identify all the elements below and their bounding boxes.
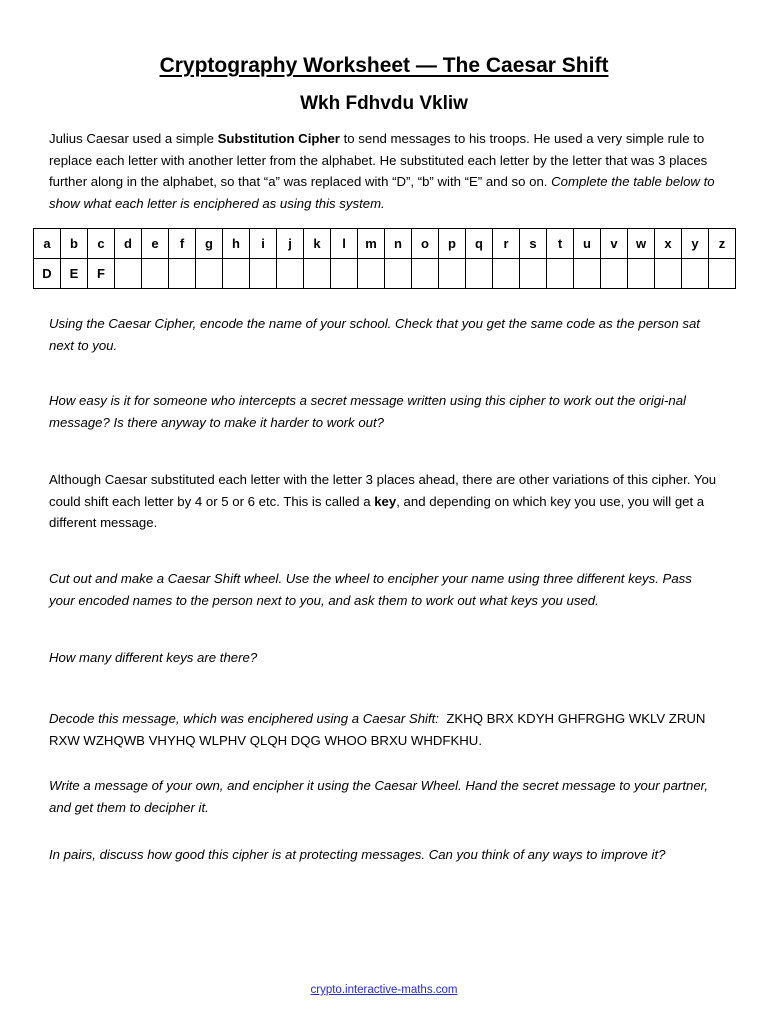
plain-letter-cell: o (412, 229, 439, 259)
plain-letter-cell: t (547, 229, 574, 259)
plain-letter-cell: x (655, 229, 682, 259)
plain-letter-cell: f (169, 229, 196, 259)
plain-letter-cell: h (223, 229, 250, 259)
cipher-letter-cell[interactable] (196, 259, 223, 289)
cipher-letter-cell[interactable] (385, 259, 412, 289)
cipher-letter-cell[interactable] (601, 259, 628, 289)
cipher-letter-cell[interactable] (358, 259, 385, 289)
question-discuss: In pairs, discuss how good this cipher is at protecting messages. Can you think of any ways to improve it? (49, 847, 666, 862)
cipher-letter-cell[interactable] (277, 259, 304, 289)
cipher-row (34, 259, 736, 289)
cipher-letter-cell[interactable] (115, 259, 142, 289)
cipher-letter-cell[interactable] (682, 259, 709, 289)
cipher-letter-cell[interactable] (142, 259, 169, 289)
cipher-letter-cell[interactable]: F (88, 259, 115, 289)
cipher-letter-cell[interactable] (493, 259, 520, 289)
cipher-letter-cell[interactable]: D (34, 259, 61, 289)
cipher-letter-cell[interactable] (574, 259, 601, 289)
question-intercept: How easy is it for someone who intercepts a secret message written using this cipher to work out the origi-nal message? Is there anyway to make it harder to work out? (49, 393, 686, 430)
decode-message: ZKHQ BRX KDYH GHFRGHG WKLV ZRUN RXW WZHQWB VHYHQ WLPHV QLQH DQG WHOO BRXU WHDFKHU. (49, 711, 706, 748)
plain-letter-cell: z (709, 229, 736, 259)
decode-prompt: Decode this message, which was enciphered using a Caesar Shift: (49, 711, 439, 726)
plain-letter-cell: v (601, 229, 628, 259)
cipher-letter-cell[interactable] (169, 259, 196, 289)
plain-letter-cell: k (304, 229, 331, 259)
cipher-letter-cell[interactable]: E (61, 259, 88, 289)
intro-instruction: Complete the table below to show what each letter is enciphered as using this system. (49, 174, 715, 211)
key-text-1: Although Caesar substituted each letter with the letter 3 places ahead, there are other variations of this cipher. You could shift each letter by 4 or 5 or 6 etc. This is called a (49, 472, 717, 509)
plain-letter-cell: l (331, 229, 358, 259)
cipher-letter-cell[interactable] (439, 259, 466, 289)
plain-letter-cell: e (142, 229, 169, 259)
key-paragraph (49, 469, 721, 534)
key-text-2: , and depending on which key you use, you will get a different message. (49, 493, 705, 530)
plain-letter-cell: m (358, 229, 385, 259)
plain-letter-cell: a (34, 229, 61, 259)
cipher-letter-cell[interactable] (520, 259, 547, 289)
cipher-letter-cell[interactable] (412, 259, 439, 289)
plain-letter-cell: y (682, 229, 709, 259)
question-keys: How many different keys are there? (49, 650, 258, 665)
cipher-letter-cell[interactable] (223, 259, 250, 289)
intro-text-1: Julius Caesar used a simple (49, 131, 218, 146)
plain-letter-cell: n (385, 229, 412, 259)
plain-row (34, 229, 736, 259)
cipher-letter-cell[interactable] (466, 259, 493, 289)
question-write: Write a message of your own, and encipher it using the Caesar Wheel. Hand the secret message to your partner, and get them to decipher it. (49, 778, 708, 815)
cipher-letter-cell[interactable] (304, 259, 331, 289)
plain-letter-cell: j (277, 229, 304, 259)
plain-letter-cell: w (628, 229, 655, 259)
intro-text-2: to send messages to his troops. He used a very simple rule to replace each letter with another letter from the alphabet. He substituted each letter by the letter that was 3 places further along in the alphabet, so that “a” was replaced with “D”, “b” with “E” and so on. (49, 131, 708, 189)
plain-letter-cell: b (61, 229, 88, 259)
plain-letter-cell: g (196, 229, 223, 259)
cipher-letter-cell[interactable] (709, 259, 736, 289)
intro-bold-term: Substitution Cipher (217, 131, 340, 146)
plain-letter-cell: i (250, 229, 277, 259)
page-subtitle: Wkh Fdhvdu Vkliw (300, 93, 468, 114)
plain-letter-cell: u (574, 229, 601, 259)
plain-letter-cell: p (439, 229, 466, 259)
intro-paragraph (49, 128, 721, 214)
key-bold-term: key (374, 493, 397, 509)
cipher-letter-cell[interactable] (547, 259, 574, 289)
cipher-letter-cell[interactable] (331, 259, 358, 289)
plain-letter-cell: c (88, 229, 115, 259)
plain-letter-cell: s (520, 229, 547, 259)
question-decode (49, 708, 721, 751)
footer (0, 984, 768, 996)
cipher-table (33, 228, 736, 289)
footer-link[interactable]: crypto.interactive-maths.com (310, 984, 458, 996)
cipher-letter-cell[interactable] (628, 259, 655, 289)
cipher-letter-cell[interactable] (655, 259, 682, 289)
cipher-letter-cell[interactable] (250, 259, 277, 289)
plain-letter-cell: r (493, 229, 520, 259)
plain-letter-cell: q (466, 229, 493, 259)
plain-letter-cell: d (115, 229, 142, 259)
page-title: Cryptography Worksheet — The Caesar Shift (159, 54, 609, 77)
question-wheel: Cut out and make a Caesar Shift wheel. Use the wheel to encipher your name using three different keys. Pass your encoded names to the person next to you, and ask them to work out what keys you used. (49, 571, 692, 608)
question-school: Using the Caesar Cipher, encode the name of your school. Check that you get the same code as the person sat next to you. (49, 316, 700, 353)
